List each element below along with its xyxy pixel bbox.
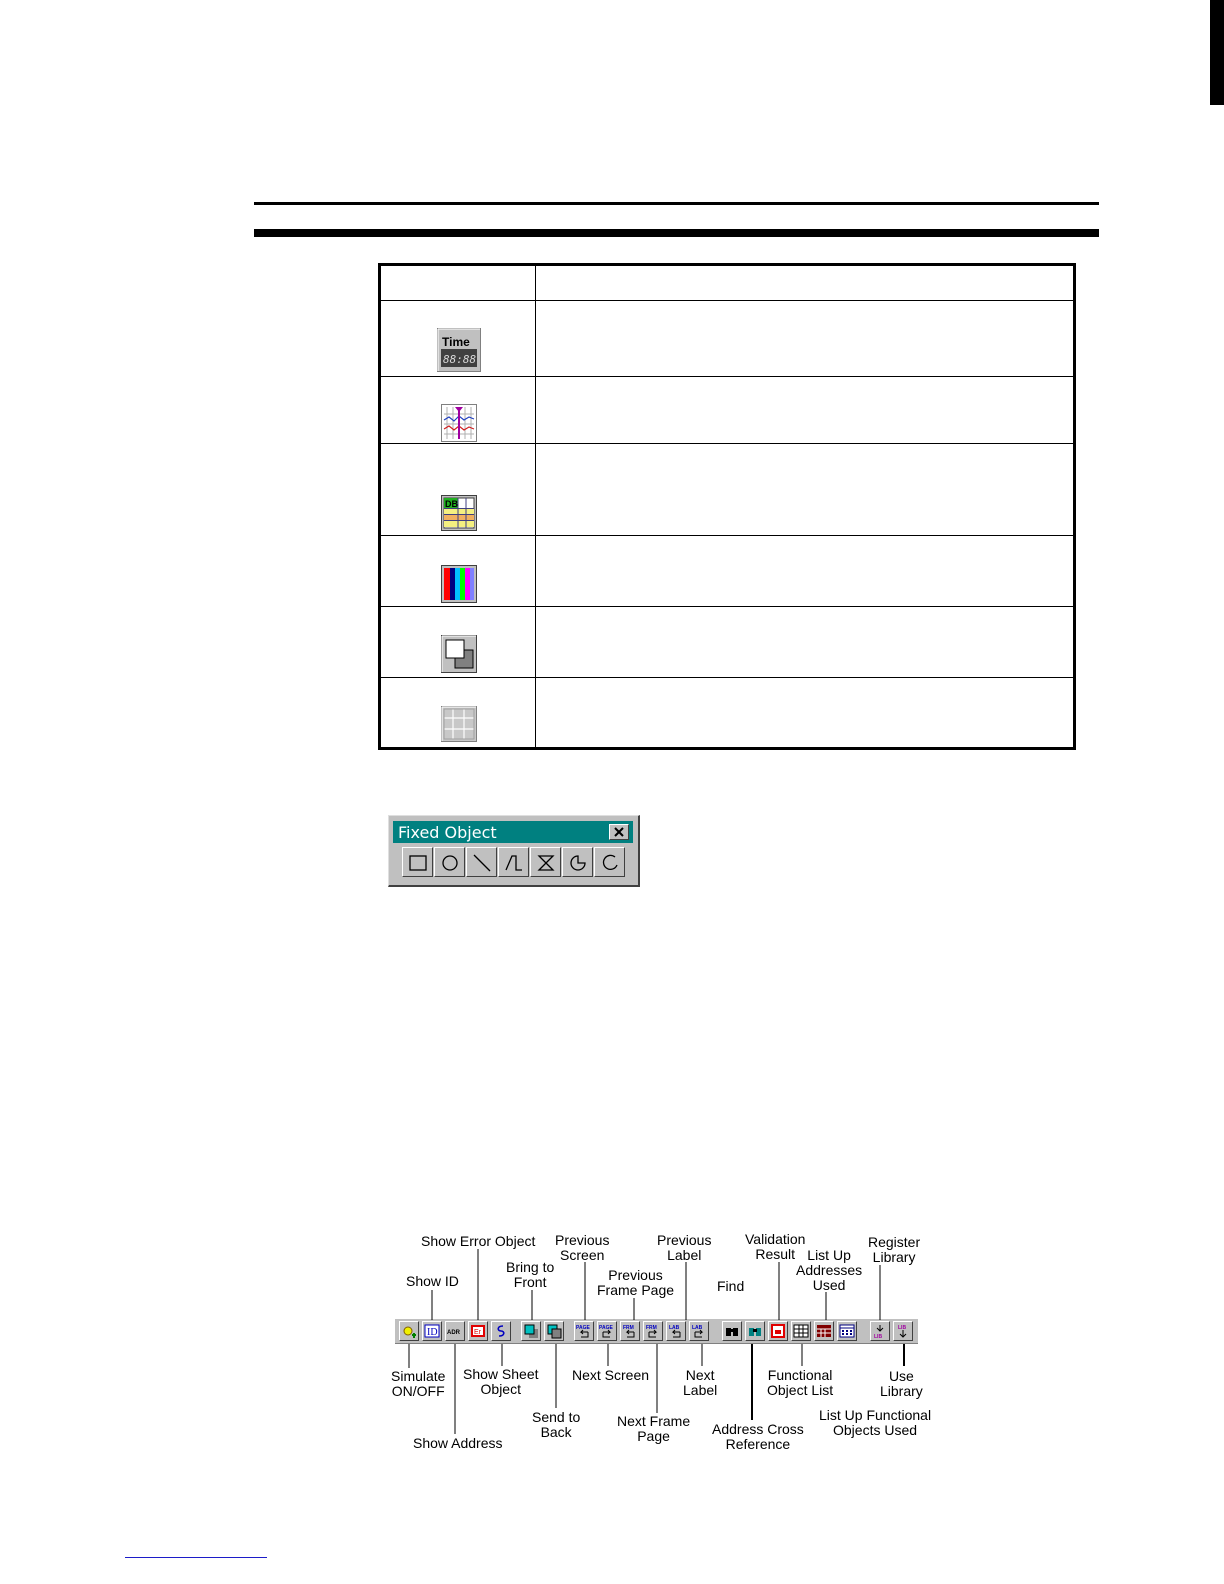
label-find: Find <box>717 1278 745 1294</box>
label-show-error-object: Show Error Object <box>421 1233 536 1249</box>
label-validation-result: Validation Result <box>745 1231 806 1262</box>
date-time-icon-digits: 88:88 <box>443 353 477 366</box>
label-next-frame-page: Next Frame Page <box>617 1413 691 1444</box>
data-block-icon-label: DB <box>445 499 458 509</box>
label-previous-frame-page: Previous Frame Page <box>597 1267 675 1298</box>
label-send-to-back: Send to Back <box>532 1409 581 1440</box>
svg-text:ID: ID <box>427 1327 438 1338</box>
svg-text:LIB: LIB <box>898 1325 907 1331</box>
label-simulate: Simulate ON/OFF <box>391 1368 446 1399</box>
label-next-label: Next Label <box>683 1367 718 1398</box>
svg-text:FRM: FRM <box>646 1325 657 1331</box>
label-list-up-addresses-used: List Up Addresses Used <box>796 1247 863 1293</box>
label-address-cross-reference: Address Cross Reference <box>712 1421 804 1452</box>
label-list-up-functional-objects-used: List Up Functional Objects Used <box>819 1407 932 1438</box>
footer-link-underline <box>125 1557 267 1558</box>
svg-text:LAB: LAB <box>669 1325 680 1331</box>
date-time-icon-label: Time <box>442 335 470 349</box>
label-show-id: Show ID <box>406 1273 459 1289</box>
label-bring-to-front: Bring to Front <box>506 1259 555 1290</box>
svg-text:PAGE: PAGE <box>576 1325 590 1331</box>
svg-text:LAB: LAB <box>692 1325 703 1331</box>
svg-text:FRM: FRM <box>623 1325 634 1331</box>
label-previous-label: Previous Label <box>657 1232 712 1263</box>
label-use-library: Use Library <box>880 1368 923 1399</box>
svg-text:LIB: LIB <box>874 1334 883 1339</box>
toolbar-title: Fixed Object <box>398 823 497 842</box>
label-show-sheet-object: Show Sheet Object <box>463 1366 539 1397</box>
label-functional-object-list: Functional Object List <box>767 1367 834 1398</box>
svg-text:Er: Er <box>474 1329 481 1336</box>
svg-text:PAGE: PAGE <box>599 1325 613 1331</box>
label-next-screen: Next Screen <box>572 1367 650 1383</box>
label-register-library: Register Library <box>868 1234 921 1265</box>
label-previous-screen: Previous Screen <box>555 1232 610 1263</box>
label-show-address: Show Address <box>413 1435 503 1451</box>
svg-text:ADR: ADR <box>447 1330 460 1336</box>
